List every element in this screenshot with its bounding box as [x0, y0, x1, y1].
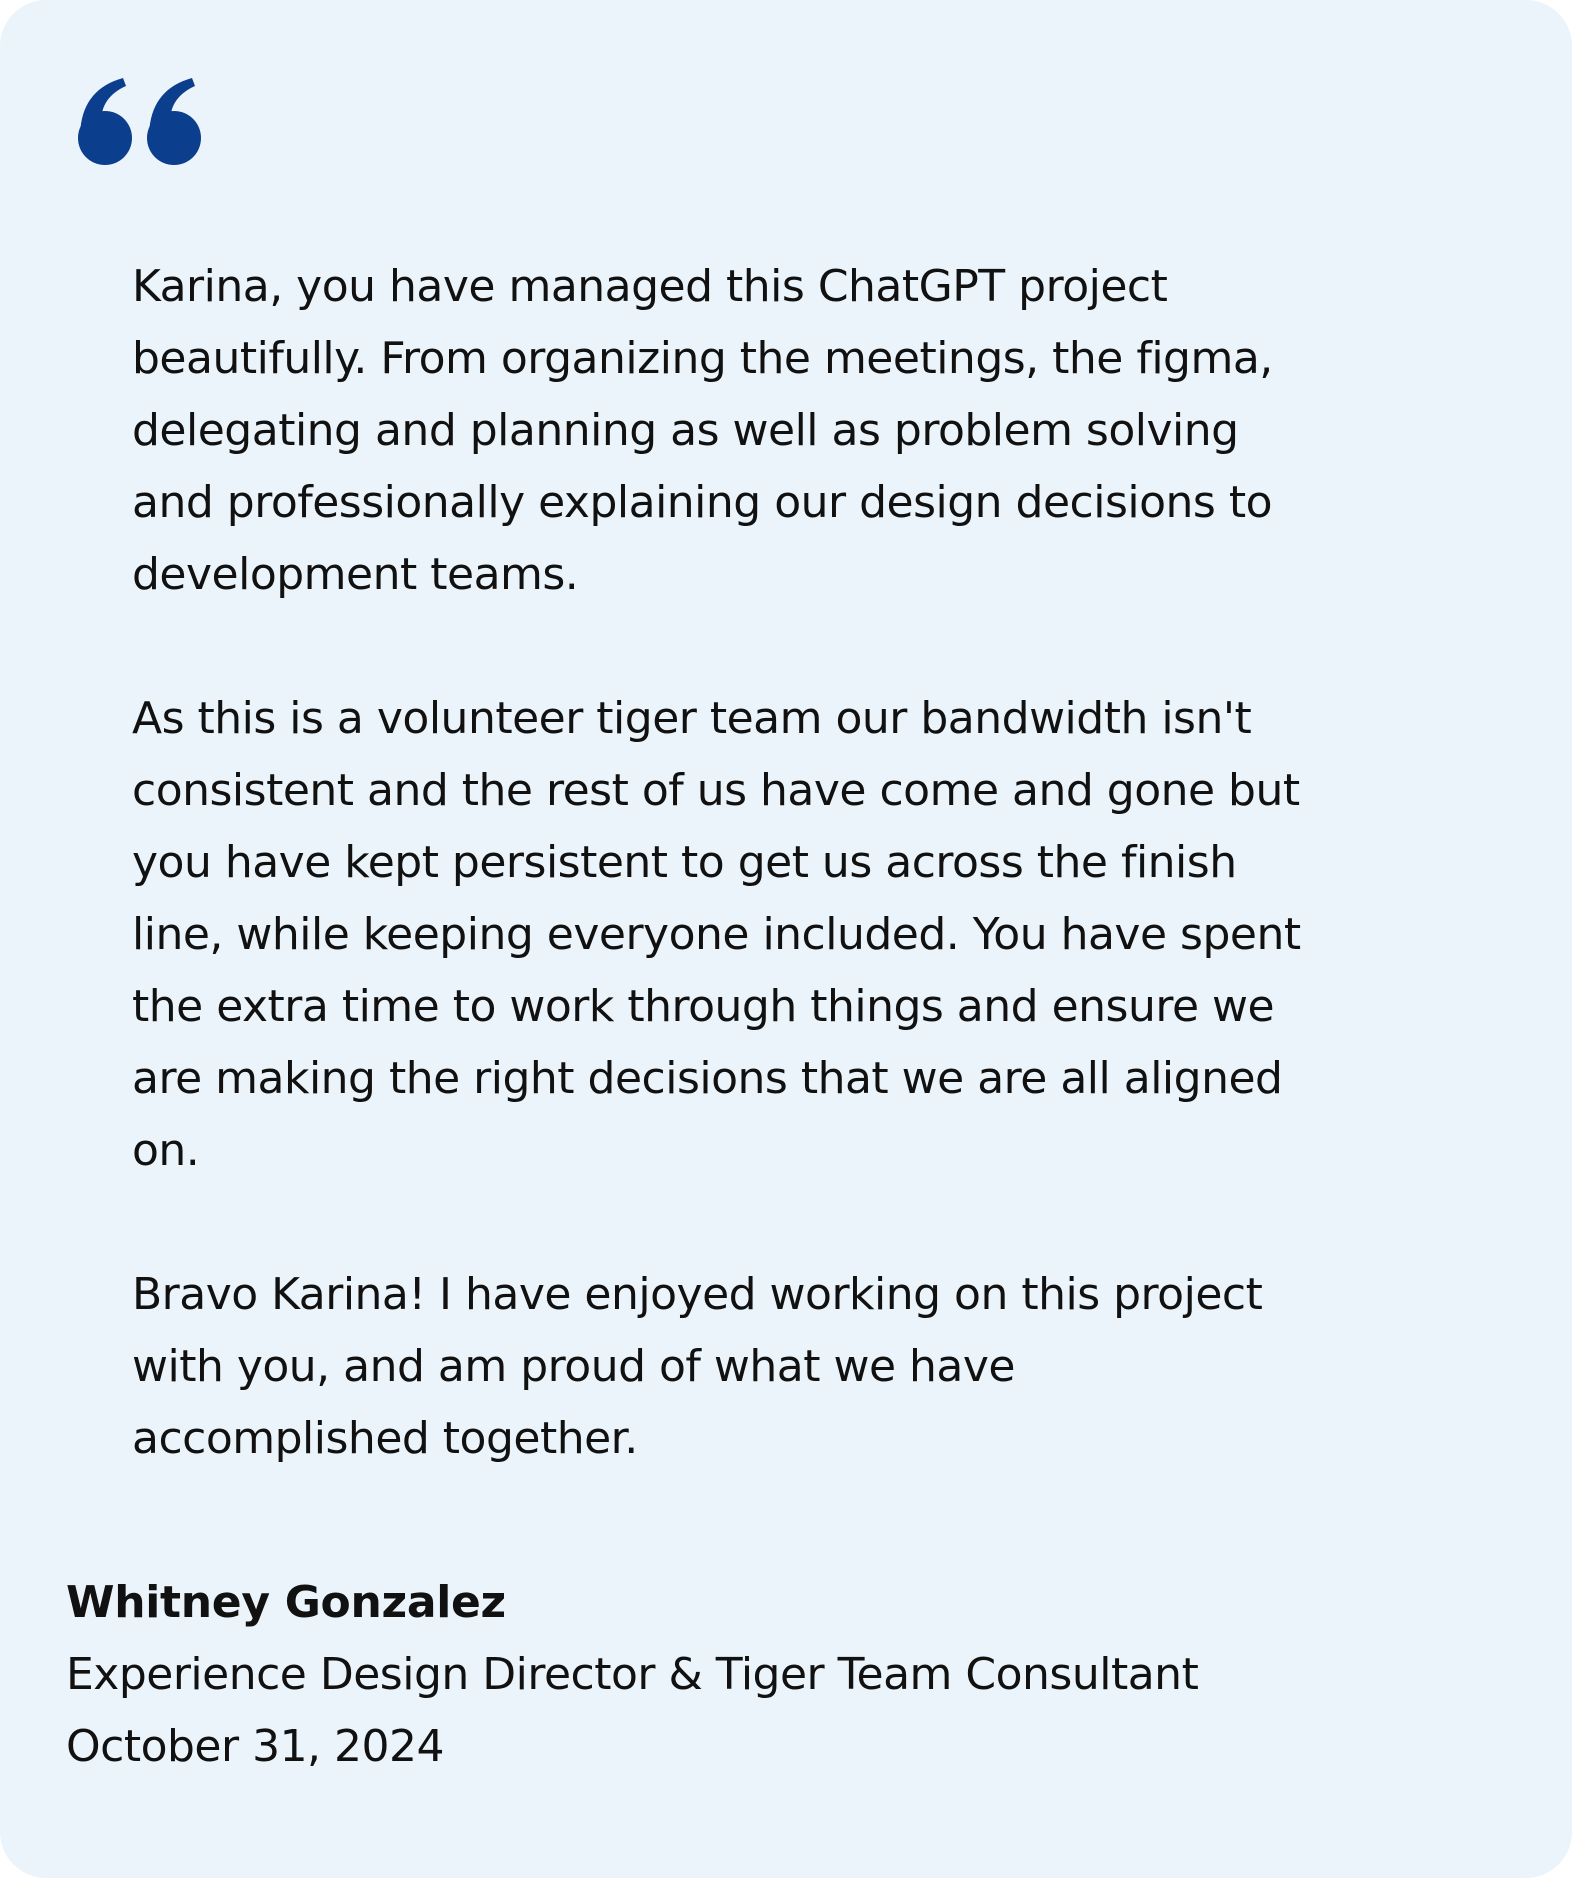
text-line: line, while keeping everyone included. You have spent [132, 909, 1301, 960]
text-line: beautifully. From organizing the meetings, the figma, [132, 333, 1273, 384]
text-line: development teams. [132, 549, 579, 600]
text-line: delegating and planning as well as problem solving [132, 405, 1239, 456]
opening-quote-icon [78, 78, 202, 166]
testimonial-paragraph-3 [132, 1259, 1457, 1475]
author-date: October 31, 2024 [66, 1721, 445, 1772]
author-block [66, 1567, 1486, 1783]
testimonial-paragraph-2 [132, 683, 1457, 1187]
text-line: are making the right decisions that we are all aligned [132, 1053, 1283, 1104]
text-line: on. [132, 1125, 200, 1176]
text-line: accomplished together. [132, 1413, 638, 1464]
text-line: you have kept persistent to get us across the finish [132, 837, 1237, 888]
text-line: the extra time to work through things and ensure we [132, 981, 1275, 1032]
text-line: consistent and the rest of us have come and gone but [132, 765, 1300, 816]
author-name: Whitney Gonzalez [66, 1577, 506, 1628]
author-role: Experience Design Director & Tiger Team Consultant [66, 1649, 1199, 1700]
text-line: Karina, you have managed this ChatGPT project [132, 261, 1168, 312]
testimonial-body [132, 251, 1457, 1475]
text-line: with you, and am proud of what we have [132, 1341, 1015, 1392]
text-line: Bravo Karina! I have enjoyed working on this project [132, 1269, 1263, 1320]
text-line: and professionally explaining our design decisions to [132, 477, 1272, 528]
text-line: As this is a volunteer tiger team our bandwidth isn't [132, 693, 1252, 744]
testimonial-paragraph-1 [132, 251, 1457, 611]
